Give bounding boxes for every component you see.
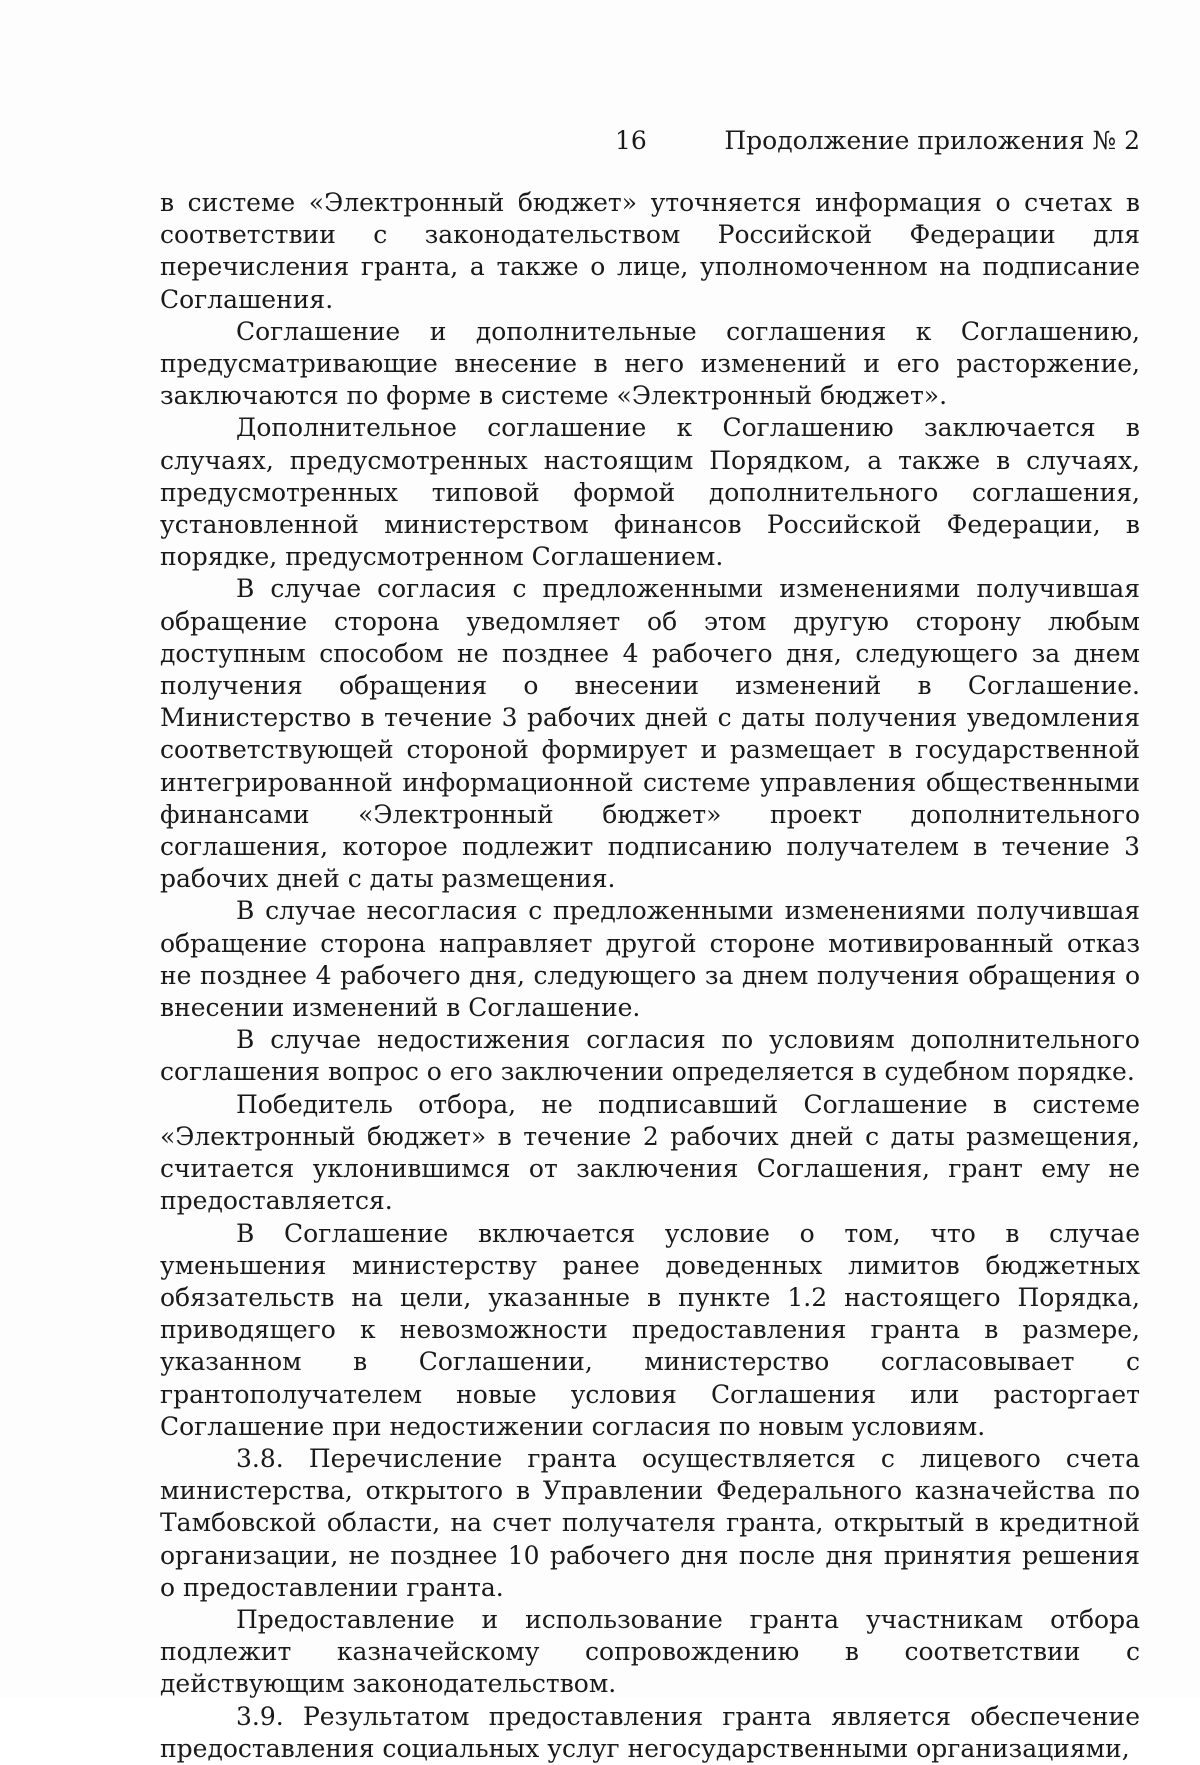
paragraph: В Соглашение включается условие о том, что в случае уменьшения министерству ранее доведенных лимитов бюджетных обязательств на цели, указанные в пункте 1.2 настоящего Порядка, приводящего к невозможности предоставления гранта в размере, указанном в Соглашении, министерство согласовывает с грантополучателем новые условия Соглашения или расторгает Соглашение при недостижении согласия по новым условиям.	[160, 1218, 1140, 1441]
paragraph: Предоставление и использование гранта участникам отбора подлежит казначейскому сопровождению в соответствии с действующим законодательством.	[160, 1604, 1140, 1699]
paragraph: 3.9. Результатом предоставления гранта является обеспечение предоставления социальных услуг негосударственными организациями,	[160, 1701, 1140, 1763]
paragraph: Соглашение и дополнительные соглашения к Соглашению, предусматривающие внесение в него изменений и его расторжение, заключаются по форме в системе «Электронный бюджет».	[160, 316, 1140, 411]
paragraph: В случае недостижения согласия по условиям дополнительного соглашения вопрос о его заключении определяется в судебном порядке.	[160, 1025, 1140, 1087]
paragraph: 3.8. Перечисление гранта осуществляется с лицевого счета министерства, открытого в Управлении Федерального казначейства по Тамбовской области, на счет получателя гранта, открытый в кредитной организации, не позднее 10 рабочего дня после дня принятия решения о предоставлении гранта.	[160, 1443, 1140, 1602]
document-body	[160, 187, 1140, 1765]
page-header	[160, 126, 1140, 166]
paragraph: В случае несогласия с предложенными изменениями получившая обращение сторона направляет другой стороне мотивированный отказ не позднее 4 рабочего дня, следующего за днем получения обращения о внесении изменений в Соглашение.	[160, 896, 1140, 1023]
paragraph: Победитель отбора, не подписавший Соглашение в системе «Электронный бюджет» в течение 2 рабочих дней с даты размещения, считается уклонившимся от заключения Соглашения, грант ему не предоставляется.	[160, 1089, 1140, 1216]
paragraph: Дополнительное соглашение к Соглашению заключается в случаях, предусмотренных настоящим Порядком, а также в случаях, предусмотренных типовой формой дополнительного соглашения, установленной министерством финансов Российской Федерации, в порядке, предусмотренном Соглашением.	[160, 413, 1140, 572]
paragraph: В случае согласия с предложенными изменениями получившая обращение сторона уведомляет об этом другую сторону любым доступным способом не позднее 4 рабочего дня, следующего за днем получения обращения о внесении изменений в Соглашение. Министерство в течение 3 рабочих дней с даты получения уведомления соответствующей стороной формирует и размещает в государственной интегрированной информационной системе управления общественными финансами «Электронный бюджет» проект дополнительного соглашения, которое подлежит подписанию получателем в течение 3 рабочих дней с даты размещения.	[160, 574, 1140, 894]
page-number: 16	[615, 126, 647, 155]
appendix-continuation-label: Продолжение приложения № 2	[724, 126, 1140, 155]
paragraph: в системе «Электронный бюджет» уточняется информация о счетах в соответствии с законодательством Российской Федерации для перечисления гранта, а также о лице, уполномоченном на подписание Соглашения.	[160, 188, 1140, 314]
